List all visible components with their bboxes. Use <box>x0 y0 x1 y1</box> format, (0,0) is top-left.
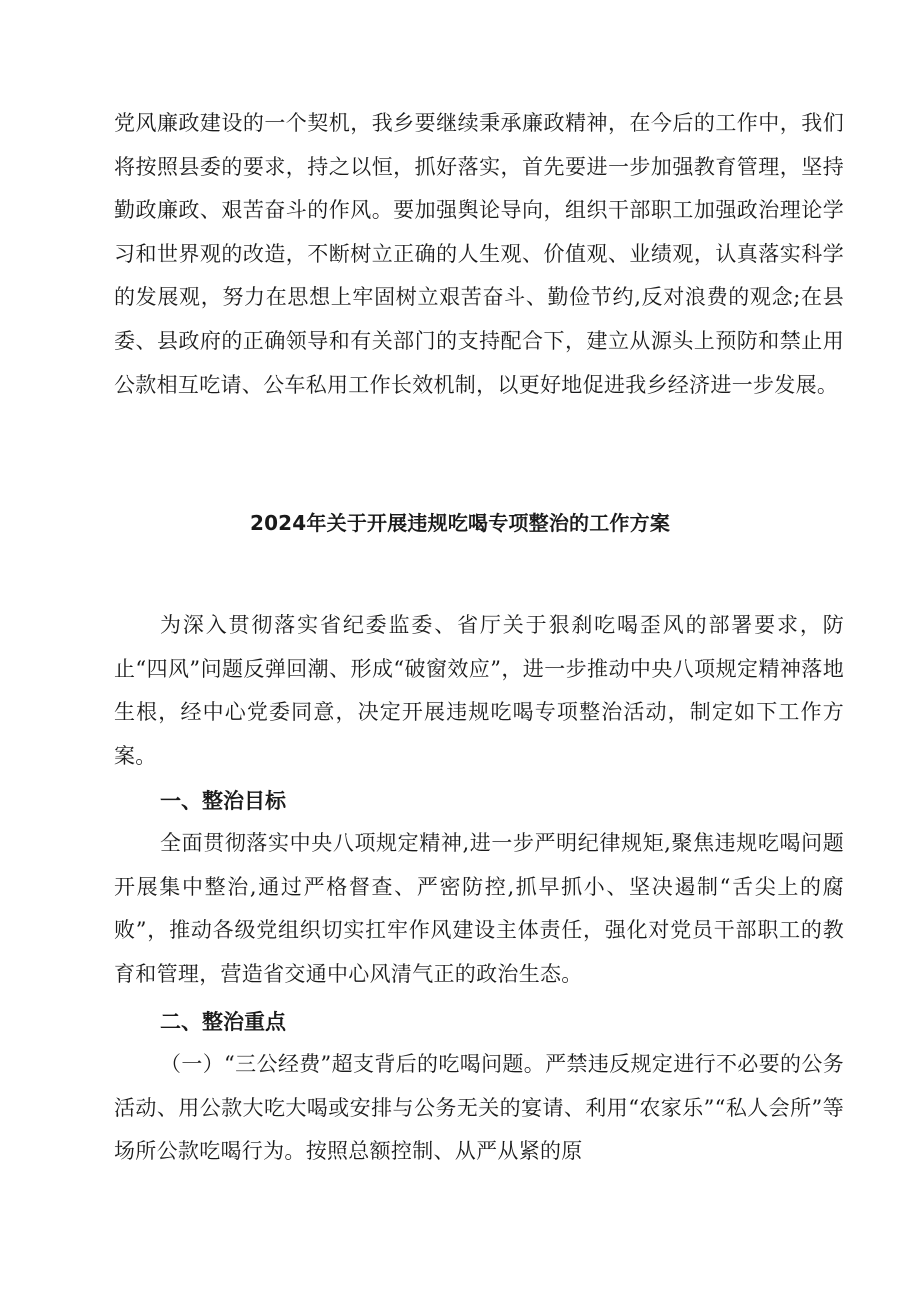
continuation-paragraph: 党风廉政建设的一个契机，我乡要继续秉承廉政精神，在今后的工作中，我们将按照县委的要求，持之以恒，抓好落实，首先要进一步加强教育管理，坚持勤政廉政、艰苦奋斗的作风。要加强舆论导向，组织干部职工加强政治理论学习和世界观的改造，不断树立正确的人生观、价值观、业绩观，认真落实科学的发展观，努力在思想上牢固树立艰苦奋斗、勤俭节约,反对浪费的观念;在县委、县政府的正确领导和有关部门的支持配合下，建立从源头上预防和禁止用公款相互吃请、公车私用工作长效机制，以更好地促进我乡经济进一步发展。 <box>114 111 844 397</box>
intro-paragraph: 为深入贯彻落实省纪委监委、省厅关于狠刹吃喝歪风的部署要求，防止“四风”问题反弹回潮、形成“破窗效应”，进一步推动中央八项规定精神落地生根，经中心党委同意，决定开展违规吃喝专项整治活动，制定如下工作方案。 <box>114 613 844 768</box>
focus-paragraph: （一）“三公经费”超支背后的吃喝问题。严禁违反规定进行不必要的公务活动、用公款大吃大喝或安排与公务无关的宴请、利用“农家乐”“私人会所”等场所公款吃喝行为。按照总额控制、从严从紧的原 <box>114 1052 844 1164</box>
document-title: 2024年关于开展违规吃喝专项整治的工作方案 <box>249 511 671 535</box>
goals-paragraph: 全面贯彻落实中央八项规定精神,进一步严明纪律规矩,聚焦违规吃喝问题开展集中整治,通过严格督查、严密防控,抓早抓小、坚决遏制“舌尖上的腐败”，推动各级党组织切实扛牢作风建设主体责任，强化对党员干部职工的教育和管理，营造省交通中心风清气正的政治生态。 <box>114 831 844 986</box>
section-heading-goals: 一、整治目标 <box>160 789 286 813</box>
section-heading-focus: 二、整治重点 <box>160 1010 286 1034</box>
